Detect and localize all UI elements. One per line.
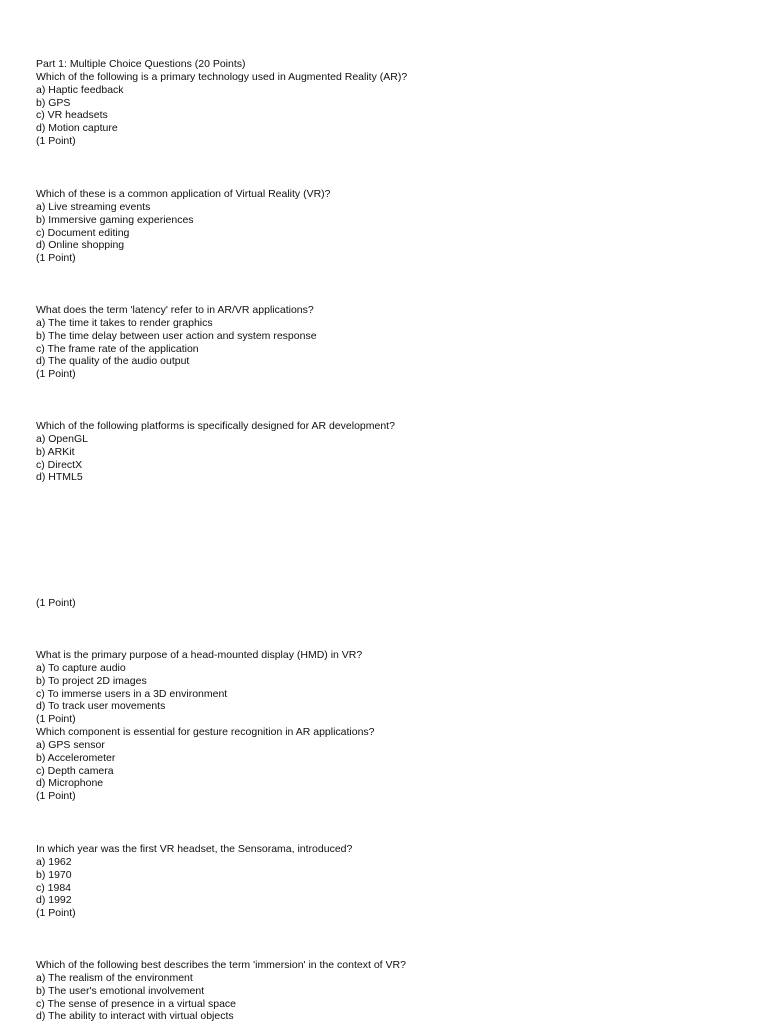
option-b: b) GPS xyxy=(36,96,71,109)
question-block-4 xyxy=(36,420,736,484)
option-c: c) Document editing xyxy=(36,226,130,239)
option-b: b) Accelerometer xyxy=(36,751,116,764)
question-block-8 xyxy=(36,959,736,1023)
points-label: (1 Point) xyxy=(36,790,76,803)
question-block-4-points xyxy=(36,597,736,610)
points-label: (1 Point) xyxy=(36,713,76,726)
option-a: a) Live streaming events xyxy=(36,200,151,213)
option-a: a) Haptic feedback xyxy=(36,83,124,96)
option-a: a) The realism of the environment xyxy=(36,971,193,984)
option-c: c) 1984 xyxy=(36,881,72,894)
option-b: b) To project 2D images xyxy=(36,674,147,687)
question-text: Which of these is a common application of Virtual Reality (VR)? xyxy=(36,188,331,200)
option-d: d) Microphone xyxy=(36,777,104,790)
option-d: d) To track user movements xyxy=(36,700,166,713)
option-b: b) ARKit xyxy=(36,445,75,458)
option-b: b) The user's emotional involvement xyxy=(36,984,205,997)
question-text: In which year was the first VR headset, the Sensorama, introduced? xyxy=(36,843,353,855)
option-a: a) To capture audio xyxy=(36,661,126,674)
question-text: Which of the following is a primary technology used in Augmented Reality (AR)? xyxy=(36,70,408,83)
option-c: c) DirectX xyxy=(36,458,83,471)
question-text: What is the primary purpose of a head-mounted display (HMD) in VR? xyxy=(36,649,363,661)
question-text: Which of the following best describes the term 'immersion' in the context of VR? xyxy=(36,959,406,971)
points-label: (1 Point) xyxy=(36,907,76,920)
option-b: b) The time delay between user action and system response xyxy=(36,329,317,342)
option-a: a) OpenGL xyxy=(36,432,88,445)
option-d: d) Online shopping xyxy=(36,239,125,252)
question-block-3 xyxy=(36,304,736,381)
option-c: c) Depth camera xyxy=(36,764,114,777)
section-heading: Part 1: Multiple Choice Questions (20 Points) xyxy=(36,58,246,70)
option-d: d) The quality of the audio output xyxy=(36,355,190,368)
points-label: (1 Point) xyxy=(36,252,76,265)
option-c: c) The sense of presence in a virtual space xyxy=(36,997,236,1010)
question-block-5 xyxy=(36,649,736,803)
question-text: What does the term 'latency' refer to in AR/VR applications? xyxy=(36,304,314,316)
points-label: (1 Point) xyxy=(36,368,76,381)
option-d: d) 1992 xyxy=(36,894,72,907)
option-a: a) 1962 xyxy=(36,855,72,868)
question-block-7 xyxy=(36,843,736,920)
option-c: c) To immerse users in a 3D environment xyxy=(36,687,228,700)
points-label: (1 Point) xyxy=(36,135,76,148)
question-block-2 xyxy=(36,188,736,265)
option-d: d) HTML5 xyxy=(36,471,83,484)
option-a: a) The time it takes to render graphics xyxy=(36,316,213,329)
option-c: c) The frame rate of the application xyxy=(36,342,199,355)
option-c: c) VR headsets xyxy=(36,109,108,122)
option-b: b) Immersive gaming experiences xyxy=(36,213,194,226)
question-block-1 xyxy=(36,58,736,148)
option-a: a) GPS sensor xyxy=(36,738,105,751)
option-b: b) 1970 xyxy=(36,868,72,881)
option-d: d) Motion capture xyxy=(36,122,118,135)
question-text: Which component is essential for gesture recognition in AR applications? xyxy=(36,726,375,739)
option-d: d) The ability to interact with virtual objects xyxy=(36,1010,234,1023)
question-text: Which of the following platforms is specifically designed for AR development? xyxy=(36,420,395,432)
points-label: (1 Point) xyxy=(36,597,76,609)
